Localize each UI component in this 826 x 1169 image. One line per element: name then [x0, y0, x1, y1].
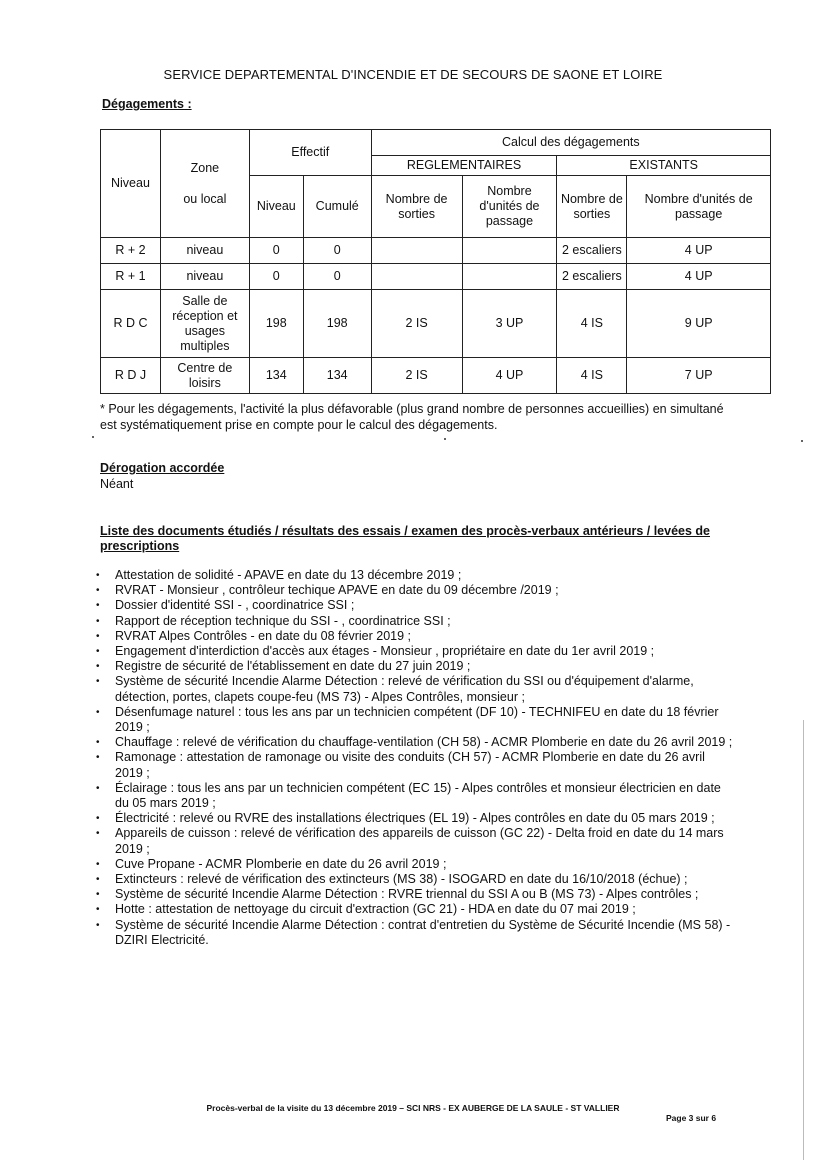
cell-zone: niveau — [160, 238, 249, 264]
header-calcul: Calcul des dégagements — [371, 130, 770, 156]
cell-regl-up: 4 UP — [462, 358, 557, 394]
cell-exist-sorties: 2 escaliers — [557, 264, 627, 290]
bullet-icon: • — [96, 585, 100, 597]
cell-niveau: R + 1 — [101, 264, 161, 290]
list-item — [96, 629, 736, 644]
degagements-note: * Pour les dégagements, l'activité la plus défavorable (plus grand nombre de personnes accueillies) en simultané est systématiquement prise en compte pour le calcul des dégagements. — [100, 402, 724, 432]
cell-exist-up: 4 UP — [627, 264, 771, 290]
list-item-text: Hotte : attestation de nettoyage du circuit d'extraction (GC 21) - HDA en date du 07 mai 2019 ; — [115, 902, 636, 917]
cell-regl-up: 3 UP — [462, 290, 557, 358]
header-regl-sorties: Nombre de sorties — [371, 176, 462, 238]
bullet-icon: • — [96, 661, 100, 673]
cell-exist-sorties: 4 IS — [557, 290, 627, 358]
list-item — [96, 674, 736, 704]
list-item — [96, 826, 736, 856]
list-item — [96, 598, 736, 613]
derogation-title: Dérogation accordée — [100, 461, 225, 475]
list-item — [96, 583, 736, 598]
list-item-text: Système de sécurité Incendie Alarme Détection : relevé de vérification du SSI ou d'équipement d'alarme, détection, portes, clapets coupe-feu (MS 73) - Alpes Contrôles, monsieur ; — [115, 674, 694, 704]
list-item-text: Électricité : relevé ou RVRE des installations électriques (EL 19) - Alpes contrôles en date du 05 mars 2019 ; — [115, 811, 715, 826]
list-item — [96, 614, 736, 629]
list-item-text: Cuve Propane - ACMR Plomberie en date du 26 avril 2019 ; — [115, 856, 447, 871]
bullet-icon: • — [96, 904, 100, 916]
table-row — [101, 358, 771, 394]
list-item-text: Rapport de réception technique du SSI - , coordinatrice SSI ; — [115, 613, 451, 628]
header-effectif-niveau: Niveau — [249, 176, 303, 238]
header-existants: EXISTANTS — [557, 156, 771, 176]
cell-eff-cumule: 198 — [303, 290, 371, 358]
derogation-value: Néant — [100, 477, 134, 491]
header-exist-up: Nombre d'unités de passage — [627, 176, 771, 238]
table-row — [101, 264, 771, 290]
header-effectif-cumule: Cumulé — [303, 176, 371, 238]
cell-exist-up: 9 UP — [627, 290, 771, 358]
list-item — [96, 902, 736, 917]
service-header: SERVICE DEPARTEMENTAL D'INCENDIE ET DE SECOURS DE SAONE ET LOIRE — [163, 67, 663, 82]
table-row — [101, 290, 771, 358]
cell-zone: niveau — [160, 264, 249, 290]
cell-regl-sorties: 2 IS — [371, 358, 462, 394]
scan-speck — [444, 438, 446, 440]
list-item-text: Attestation de solidité - APAVE en date du 13 décembre 2019 ; — [115, 568, 462, 582]
bullet-icon: • — [96, 600, 100, 612]
footer-text: Procès-verbal de la visite du 13 décembre 2019 – SCI NRS - EX AUBERGE DE LA SAULE - ST VALLIER — [206, 1103, 620, 1113]
cell-eff-cumule: 134 — [303, 358, 371, 394]
bullet-icon: • — [96, 752, 100, 764]
list-item-text: RVRAT Alpes Contrôles - en date du 08 février 2019 ; — [115, 628, 412, 643]
header-niveau: Niveau — [101, 130, 161, 238]
cell-exist-sorties: 2 escaliers — [557, 238, 627, 264]
documents-list — [96, 568, 736, 948]
list-item — [96, 781, 736, 811]
bullet-icon: • — [96, 919, 100, 931]
header-exist-sorties: Nombre de sorties — [557, 176, 627, 238]
list-item — [96, 659, 736, 674]
list-item — [96, 811, 736, 826]
cell-regl-up — [462, 238, 557, 264]
header-zone-line1: Zone — [190, 160, 220, 175]
cell-exist-up: 7 UP — [627, 358, 771, 394]
list-item — [96, 918, 736, 948]
cell-regl-sorties — [371, 264, 462, 290]
bullet-icon: • — [96, 646, 100, 658]
list-item-text: Engagement d'interdiction d'accès aux étages - Monsieur , propriétaire en date du 1er avril 2019 ; — [115, 644, 655, 659]
list-item-text: Désenfumage naturel : tous les ans par un technicien compétent (DF 10) - TECHNIFEU en date du 18 février 2019 ; — [115, 704, 719, 735]
list-item-text: Éclairage : tous les ans par un technicien compétent (EC 15) - Alpes contrôles et monsieur électricien en date du 05 mars 2019 ; — [115, 780, 721, 811]
cell-regl-up — [462, 264, 557, 290]
list-item — [96, 735, 736, 750]
cell-regl-sorties: 2 IS — [371, 290, 462, 358]
header-zone-line2: ou local — [183, 191, 227, 206]
cell-eff-niveau: 134 — [249, 358, 303, 394]
list-item-text: Système de sécurité Incendie Alarme Détection : RVRE triennal du SSI A ou B (MS 73) - Alpes contrôles ; — [115, 887, 699, 902]
bullet-icon: • — [96, 874, 100, 886]
list-item-text: Chauffage : relevé de vérification du chauffage-ventilation (CH 58) - ACMR Plomberie en date du 26 avril 2019 ; — [115, 735, 733, 750]
bullet-icon: • — [96, 615, 100, 627]
cell-zone: Centre de loisirs — [160, 358, 249, 394]
bullet-icon: • — [96, 737, 100, 749]
table-row — [101, 238, 771, 264]
cell-eff-niveau: 198 — [249, 290, 303, 358]
list-item-text: Appareils de cuisson : relevé de vérification des appareils de cuisson (GC 22) - Delta froid en date du 14 mars 2019 ; — [115, 826, 724, 856]
list-item — [96, 644, 736, 659]
scan-edge-line — [803, 720, 804, 1160]
list-item-text: Registre de sécurité de l'établissement en date du 27 juin 2019 ; — [115, 659, 471, 674]
cell-eff-niveau: 0 — [249, 238, 303, 264]
list-item-text: Système de sécurité Incendie Alarme Détection : contrat d'entretien du Système de Sécurité Incendie (MS 58) - DZIRI Electricité. — [115, 917, 731, 947]
scan-speck — [92, 436, 94, 438]
page-number: Page 3 sur 6 — [666, 1113, 717, 1123]
bullet-icon: • — [96, 782, 100, 794]
bullet-icon: • — [96, 813, 100, 825]
header-effectif: Effectif — [249, 130, 371, 176]
list-item-text: Ramonage : attestation de ramonage ou visite des conduits (CH 57) - ACMR Plomberie en date du 26 avril 2019 ; — [115, 750, 705, 780]
cell-zone: Salle de réception et usages multiples — [160, 290, 249, 358]
cell-niveau: R + 2 — [101, 238, 161, 264]
bullet-icon: • — [96, 828, 100, 840]
bullet-icon: • — [96, 706, 100, 718]
list-item — [96, 872, 736, 887]
list-item — [96, 568, 736, 583]
scan-speck — [801, 440, 803, 442]
header-reglementaires: REGLEMENTAIRES — [371, 156, 557, 176]
degagements-title: Dégagements : — [102, 97, 192, 111]
list-item — [96, 887, 736, 902]
bullet-icon: • — [96, 630, 100, 642]
cell-exist-sorties: 4 IS — [557, 358, 627, 394]
cell-exist-up: 4 UP — [627, 238, 771, 264]
list-item — [96, 857, 736, 872]
liste-documents-title: Liste des documents étudiés / résultats des essais / examen des procès-verbaux antérieurs / levées de prescriptions — [100, 524, 710, 553]
bullet-icon: • — [96, 570, 100, 581]
list-item — [96, 705, 736, 735]
bullet-icon: • — [96, 676, 100, 688]
list-item-text: RVRAT - Monsieur , contrôleur techique APAVE en date du 09 décembre /2019 ; — [115, 583, 559, 598]
bullet-icon: • — [96, 858, 100, 870]
bullet-icon: • — [96, 889, 100, 901]
list-item-text: Extincteurs : relevé de vérification des extincteurs (MS 38) - ISOGARD en date du 16/10/2018 (échue) ; — [115, 872, 688, 887]
cell-niveau: R D C — [101, 290, 161, 358]
degagements-table — [100, 129, 771, 394]
cell-regl-sorties — [371, 238, 462, 264]
cell-eff-cumule: 0 — [303, 238, 371, 264]
cell-niveau: R D J — [101, 358, 161, 394]
list-item — [96, 750, 736, 780]
header-regl-up: Nombre d'unités de passage — [462, 176, 557, 238]
cell-eff-niveau: 0 — [249, 264, 303, 290]
list-item-text: Dossier d'identité SSI - , coordinatrice SSI ; — [115, 598, 355, 613]
cell-eff-cumule: 0 — [303, 264, 371, 290]
header-zone — [160, 130, 249, 238]
